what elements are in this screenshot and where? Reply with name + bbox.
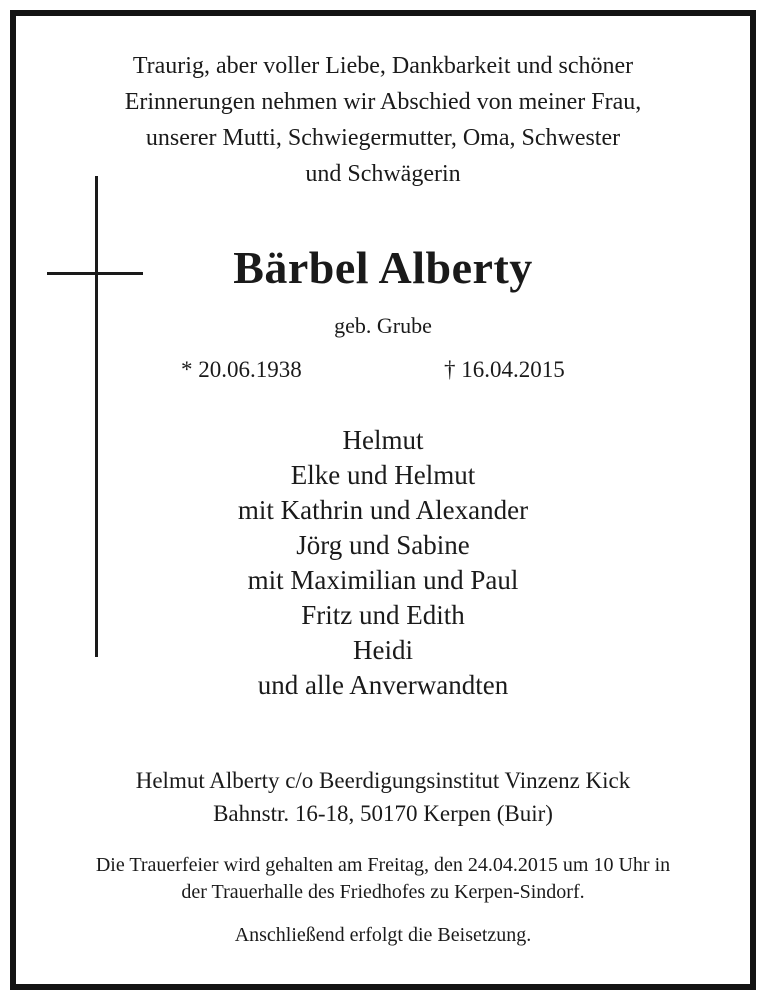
mourner-line: Heidi [353,635,413,665]
burial-notice: Anschließend erfolgt die Beisetzung. [234,924,532,946]
mourner-line: mit Kathrin und Alexander [237,495,529,525]
mourner-line: mit Maximilian und Paul [247,565,519,595]
birth-date: * 20.06.1938 [181,357,302,382]
intro-text [0,48,766,192]
contact-line: Bahnstr. 16-18, 50170 Kerpen (Buir) [213,801,553,826]
maiden-name: geb. Grube [334,313,432,338]
mourner-line: Helmut [342,425,424,455]
ceremony-notice [0,852,766,906]
contact-address [0,764,766,830]
ceremony-line: Die Trauerfeier wird gehalten am Freitag, den 24.04.2015 um 10 Uhr in [95,854,671,876]
ceremony-line: der Trauerhalle des Friedhofes zu Kerpen-Sindorf. [181,881,585,903]
intro-line: Erinnerungen nehmen wir Abschied von meiner Frau, [124,89,642,115]
mourner-line: Elke und Helmut [290,460,476,490]
intro-line: unserer Mutti, Schwiegermutter, Oma, Schwester [145,125,621,151]
contact-line: Helmut Alberty c/o Beerdigungsinstitut Vinzenz Kick [135,768,631,793]
mourner-line: Jörg und Sabine [296,530,470,560]
intro-line: und Schwägerin [305,161,461,187]
mourners-list [0,423,766,703]
mourner-line: Fritz und Edith [301,600,465,630]
deceased-name: Bärbel Alberty [233,242,533,293]
death-date: † 16.04.2015 [444,357,565,382]
mourner-line: und alle Anverwandten [257,670,509,700]
intro-line: Traurig, aber voller Liebe, Dankbarkeit und schöner [132,53,634,79]
